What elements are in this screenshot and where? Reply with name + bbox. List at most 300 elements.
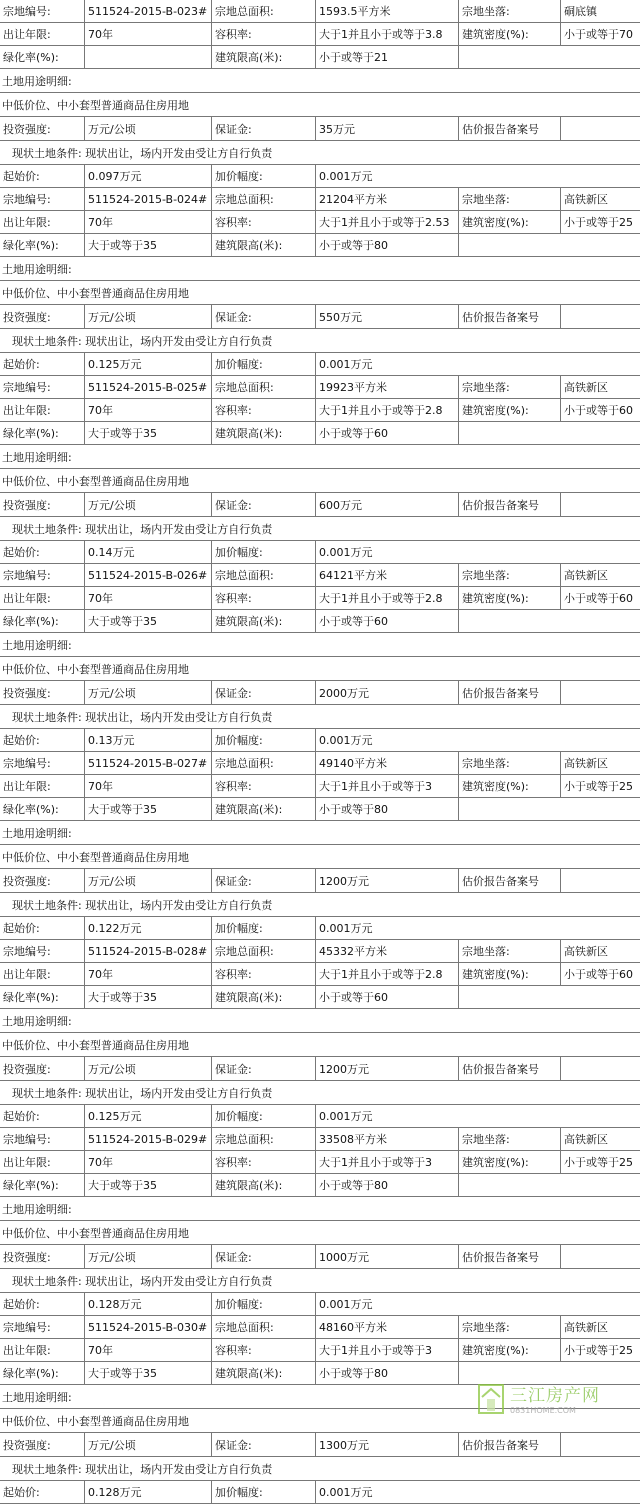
parcel-id: 511524-2015-B-029# (84, 1128, 211, 1150)
condition-row (0, 141, 640, 165)
label-increment: 加价幅度: (211, 729, 315, 751)
parcel-term: 70年 (84, 1151, 211, 1173)
condition-row (0, 1269, 640, 1293)
land-use-description: 中低价位、中小套型普通商品住房用地 (2, 1226, 189, 1240)
use-desc-row (0, 469, 640, 493)
parcel-plot-ratio: 大于1并且小于或等于2.8 (315, 963, 458, 985)
green-row (0, 798, 640, 821)
label-appraisal-no: 估价报告备案号 (458, 1433, 560, 1456)
green-row (0, 986, 640, 1009)
parcel-id: 511524-2015-B-027# (84, 752, 211, 774)
appraisal-no (560, 1433, 640, 1456)
parcel-green-rate: 大于或等于35 (84, 234, 211, 256)
parcel-id-row (0, 1128, 640, 1151)
label-total-area: 宗地总面积: (211, 376, 315, 398)
label-appraisal-no: 估价报告备案号 (458, 681, 560, 704)
parcel-density: 小于或等于60 (560, 399, 640, 421)
parcel-term: 70年 (84, 1339, 211, 1361)
label-green-rate: 绿化率(%): (3, 239, 59, 252)
label-building-density: 建筑密度(%): (458, 1151, 560, 1173)
parcel-start-price: 0.125万元 (84, 353, 211, 375)
label-increment: 加价幅度: (211, 1293, 315, 1315)
parcel-height-limit: 小于或等于60 (315, 610, 458, 632)
watermark-title: 三江房产网 (510, 1386, 600, 1406)
parcel-start-price: 0.097万元 (84, 165, 211, 187)
green-row (0, 234, 640, 257)
empty-cell (458, 1174, 640, 1196)
appraisal-no (560, 1057, 640, 1080)
label-green-rate: 绿化率(%): (3, 1367, 59, 1380)
label-total-area: 宗地总面积: (211, 1316, 315, 1338)
label-building-density: 建筑密度(%): (458, 775, 560, 797)
label-height-limit: 建筑限高(米): (211, 1174, 315, 1196)
label-parcel-no: 宗地编号: (3, 5, 51, 18)
parcel-id: 511524-2015-B-023# (84, 0, 211, 22)
parcel-plot-ratio: 大于1并且小于或等于2.8 (315, 399, 458, 421)
appraisal-no (560, 493, 640, 516)
empty-cell (458, 234, 640, 256)
green-row (0, 610, 640, 633)
label-deposit: 保证金: (211, 1057, 315, 1080)
label-parcel-no: 宗地编号: (3, 381, 51, 394)
condition-row (0, 1081, 640, 1105)
parcel-increment: 0.001万元 (315, 917, 640, 939)
parcel-location: 硐底镇 (560, 0, 640, 22)
empty-cell (458, 46, 640, 68)
parcel-plot-ratio: 大于1并且小于或等于3 (315, 1339, 458, 1361)
parcel-green-rate: 大于或等于35 (84, 422, 211, 444)
label-deposit: 保证金: (211, 1433, 315, 1456)
appraisal-no (560, 117, 640, 140)
label-land-use: 土地用途明细: (2, 450, 72, 464)
parcel-density: 小于或等于60 (560, 963, 640, 985)
condition-row (0, 893, 640, 917)
label-deposit: 保证金: (211, 1245, 315, 1268)
label-land-use: 土地用途明细: (2, 1202, 72, 1216)
parcel-area: 19923平方米 (315, 376, 458, 398)
label-total-area: 宗地总面积: (211, 564, 315, 586)
label-height-limit: 建筑限高(米): (211, 610, 315, 632)
term-row (0, 963, 640, 986)
parcel-plot-ratio: 大于1并且小于或等于3 (315, 775, 458, 797)
term-row (0, 587, 640, 610)
green-row (0, 46, 640, 69)
green-row (0, 1174, 640, 1197)
investment-row (0, 117, 640, 141)
label-location: 宗地坐落: (458, 1316, 560, 1338)
condition-row (0, 1457, 640, 1481)
appraisal-no (560, 681, 640, 704)
parcel-green-rate: 大于或等于35 (84, 1362, 211, 1384)
price-row (0, 729, 640, 752)
green-row (0, 1362, 640, 1385)
land-use-description: 中低价位、中小套型普通商品住房用地 (2, 98, 189, 112)
label-deposit: 保证金: (211, 305, 315, 328)
label-land-use: 土地用途明细: (2, 262, 72, 276)
parcel-id-row (0, 0, 640, 23)
parcel-start-price: 0.14万元 (84, 541, 211, 563)
land-use-row (0, 69, 640, 93)
price-row (0, 353, 640, 376)
label-plot-ratio: 容积率: (211, 211, 315, 233)
parcel-term: 70年 (84, 399, 211, 421)
price-row (0, 541, 640, 564)
label-term: 出让年限: (3, 404, 51, 417)
label-location: 宗地坐落: (458, 376, 560, 398)
parcel-plot-ratio: 大于1并且小于或等于3.8 (315, 23, 458, 45)
label-plot-ratio: 容积率: (211, 963, 315, 985)
label-parcel-no: 宗地编号: (3, 1321, 51, 1334)
parcel-increment: 0.001万元 (315, 541, 640, 563)
parcel-area: 45332平方米 (315, 940, 458, 962)
label-location: 宗地坐落: (458, 188, 560, 210)
land-condition: 现状土地条件: 现状出让，场内开发由受让方自行负责 (12, 146, 273, 160)
label-parcel-no: 宗地编号: (3, 569, 51, 582)
label-term: 出让年限: (3, 216, 51, 229)
green-row (0, 422, 640, 445)
investment-unit: 万元/公顷 (84, 493, 211, 516)
land-use-description: 中低价位、中小套型普通商品住房用地 (2, 662, 189, 676)
empty-cell (458, 1362, 640, 1384)
parcel-green-rate: 大于或等于35 (84, 986, 211, 1008)
label-term: 出让年限: (3, 1156, 51, 1169)
label-term: 出让年限: (3, 1344, 51, 1357)
label-appraisal-no: 估价报告备案号 (458, 305, 560, 328)
label-green-rate: 绿化率(%): (3, 51, 59, 64)
watermark-url: 0831HOME.COM (510, 1406, 576, 1415)
label-plot-ratio: 容积率: (211, 775, 315, 797)
price-row (0, 1293, 640, 1316)
label-land-use: 土地用途明细: (2, 1390, 72, 1404)
label-land-use: 土地用途明细: (2, 1014, 72, 1028)
label-parcel-no: 宗地编号: (3, 945, 51, 958)
label-parcel-no: 宗地编号: (3, 757, 51, 770)
empty-cell (458, 798, 640, 820)
parcel-term: 70年 (84, 211, 211, 233)
parcel-green-rate: 大于或等于35 (84, 1174, 211, 1196)
land-use-row (0, 1385, 640, 1409)
label-investment: 投资强度: (3, 1250, 51, 1264)
parcel-id: 511524-2015-B-024# (84, 188, 211, 210)
label-location: 宗地坐落: (458, 1128, 560, 1150)
use-desc-row (0, 1409, 640, 1433)
use-desc-row (0, 93, 640, 117)
land-use-row (0, 821, 640, 845)
label-investment: 投资强度: (3, 498, 51, 512)
land-condition: 现状土地条件: 现状出让，场内开发由受让方自行负责 (12, 334, 273, 348)
land-use-row (0, 1197, 640, 1221)
label-deposit: 保证金: (211, 493, 315, 516)
label-location: 宗地坐落: (458, 0, 560, 22)
term-row (0, 1339, 640, 1362)
label-green-rate: 绿化率(%): (3, 803, 59, 816)
label-building-density: 建筑密度(%): (458, 1339, 560, 1361)
parcel-plot-ratio: 大于1并且小于或等于3 (315, 1151, 458, 1173)
label-height-limit: 建筑限高(米): (211, 46, 315, 68)
parcel-density: 小于或等于25 (560, 211, 640, 233)
land-use-description: 中低价位、中小套型普通商品住房用地 (2, 850, 189, 864)
use-desc-row (0, 1221, 640, 1245)
term-row (0, 23, 640, 46)
parcel-density: 小于或等于25 (560, 1339, 640, 1361)
term-row (0, 399, 640, 422)
parcel-id: 511524-2015-B-025# (84, 376, 211, 398)
investment-row (0, 493, 640, 517)
parcel-deposit: 35万元 (315, 117, 458, 140)
label-green-rate: 绿化率(%): (3, 615, 59, 628)
label-land-use: 土地用途明细: (2, 74, 72, 88)
label-appraisal-no: 估价报告备案号 (458, 869, 560, 892)
investment-unit: 万元/公顷 (84, 305, 211, 328)
parcel-height-limit: 小于或等于60 (315, 422, 458, 444)
parcel-location: 高铁新区 (560, 564, 640, 586)
label-term: 出让年限: (3, 968, 51, 981)
label-height-limit: 建筑限高(米): (211, 986, 315, 1008)
land-use-description: 中低价位、中小套型普通商品住房用地 (2, 474, 189, 488)
investment-row (0, 681, 640, 705)
parcel-density: 小于或等于25 (560, 775, 640, 797)
investment-row (0, 1433, 640, 1457)
label-increment: 加价幅度: (211, 165, 315, 187)
land-use-description: 中低价位、中小套型普通商品住房用地 (2, 1038, 189, 1052)
label-building-density: 建筑密度(%): (458, 963, 560, 985)
parcel-id-row (0, 752, 640, 775)
investment-row (0, 1245, 640, 1269)
parcel-density: 小于或等于60 (560, 587, 640, 609)
land-condition: 现状土地条件: 现状出让，场内开发由受让方自行负责 (12, 1086, 273, 1100)
label-start-price: 起始价: (3, 546, 40, 559)
label-increment: 加价幅度: (211, 541, 315, 563)
label-start-price: 起始价: (3, 1110, 40, 1123)
investment-unit: 万元/公顷 (84, 681, 211, 704)
label-investment: 投资强度: (3, 1438, 51, 1452)
parcel-height-limit: 小于或等于80 (315, 1174, 458, 1196)
parcel-area: 48160平方米 (315, 1316, 458, 1338)
parcel-start-price: 0.122万元 (84, 917, 211, 939)
price-row (0, 917, 640, 940)
label-total-area: 宗地总面积: (211, 1128, 315, 1150)
label-total-area: 宗地总面积: (211, 940, 315, 962)
parcel-deposit: 1000万元 (315, 1245, 458, 1268)
parcel-increment: 0.001万元 (315, 165, 640, 187)
parcel-area: 1593.5平方米 (315, 0, 458, 22)
parcel-id-row (0, 188, 640, 211)
parcel-start-price: 0.13万元 (84, 729, 211, 751)
label-height-limit: 建筑限高(米): (211, 234, 315, 256)
label-green-rate: 绿化率(%): (3, 991, 59, 1004)
price-row (0, 1481, 640, 1504)
label-building-density: 建筑密度(%): (458, 23, 560, 45)
label-green-rate: 绿化率(%): (3, 1179, 59, 1192)
parcel-id: 511524-2015-B-030# (84, 1316, 211, 1338)
parcel-height-limit: 小于或等于21 (315, 46, 458, 68)
parcel-increment: 0.001万元 (315, 353, 640, 375)
parcel-deposit: 550万元 (315, 305, 458, 328)
parcel-start-price: 0.128万元 (84, 1293, 211, 1315)
condition-row (0, 517, 640, 541)
empty-cell (458, 422, 640, 444)
investment-row (0, 305, 640, 329)
land-use-row (0, 1009, 640, 1033)
label-building-density: 建筑密度(%): (458, 587, 560, 609)
label-total-area: 宗地总面积: (211, 752, 315, 774)
price-row (0, 1105, 640, 1128)
parcel-deposit: 1300万元 (315, 1433, 458, 1456)
parcel-term: 70年 (84, 963, 211, 985)
parcel-location: 高铁新区 (560, 376, 640, 398)
label-appraisal-no: 估价报告备案号 (458, 493, 560, 516)
label-parcel-no: 宗地编号: (3, 1133, 51, 1146)
parcel-area: 49140平方米 (315, 752, 458, 774)
label-increment: 加价幅度: (211, 353, 315, 375)
parcel-location: 高铁新区 (560, 752, 640, 774)
label-start-price: 起始价: (3, 734, 40, 747)
parcel-deposit: 1200万元 (315, 869, 458, 892)
parcel-plot-ratio: 大于1并且小于或等于2.8 (315, 587, 458, 609)
parcel-height-limit: 小于或等于80 (315, 234, 458, 256)
label-land-use: 土地用途明细: (2, 826, 72, 840)
parcel-area: 21204平方米 (315, 188, 458, 210)
label-plot-ratio: 容积率: (211, 587, 315, 609)
label-height-limit: 建筑限高(米): (211, 422, 315, 444)
parcel-increment: 0.001万元 (315, 1105, 640, 1127)
parcel-increment: 0.001万元 (315, 1481, 640, 1503)
label-investment: 投资强度: (3, 310, 51, 324)
label-height-limit: 建筑限高(米): (211, 1362, 315, 1384)
label-land-use: 土地用途明细: (2, 638, 72, 652)
parcel-height-limit: 小于或等于60 (315, 986, 458, 1008)
label-green-rate: 绿化率(%): (3, 427, 59, 440)
land-use-row (0, 257, 640, 281)
label-building-density: 建筑密度(%): (458, 211, 560, 233)
parcel-deposit: 1200万元 (315, 1057, 458, 1080)
label-investment: 投资强度: (3, 874, 51, 888)
label-increment: 加价幅度: (211, 1105, 315, 1127)
label-plot-ratio: 容积率: (211, 1339, 315, 1361)
investment-unit: 万元/公顷 (84, 1245, 211, 1268)
parcel-start-price: 0.128万元 (84, 1481, 211, 1503)
price-row (0, 165, 640, 188)
label-deposit: 保证金: (211, 681, 315, 704)
use-desc-row (0, 657, 640, 681)
appraisal-no (560, 305, 640, 328)
parcel-id-row (0, 376, 640, 399)
term-row (0, 211, 640, 234)
condition-row (0, 705, 640, 729)
label-building-density: 建筑密度(%): (458, 399, 560, 421)
label-height-limit: 建筑限高(米): (211, 798, 315, 820)
label-start-price: 起始价: (3, 922, 40, 935)
label-appraisal-no: 估价报告备案号 (458, 1057, 560, 1080)
parcel-green-rate: 大于或等于35 (84, 798, 211, 820)
label-investment: 投资强度: (3, 1062, 51, 1076)
label-increment: 加价幅度: (211, 917, 315, 939)
parcel-term: 70年 (84, 587, 211, 609)
label-location: 宗地坐落: (458, 752, 560, 774)
label-start-price: 起始价: (3, 358, 40, 371)
condition-row (0, 329, 640, 353)
parcel-area: 33508平方米 (315, 1128, 458, 1150)
parcel-id-row (0, 564, 640, 587)
parcel-term: 70年 (84, 775, 211, 797)
land-condition: 现状土地条件: 现状出让，场内开发由受让方自行负责 (12, 522, 273, 536)
label-investment: 投资强度: (3, 686, 51, 700)
label-plot-ratio: 容积率: (211, 399, 315, 421)
parcel-start-price: 0.125万元 (84, 1105, 211, 1127)
investment-unit: 万元/公顷 (84, 1057, 211, 1080)
investment-row (0, 1057, 640, 1081)
land-use-row (0, 445, 640, 469)
label-term: 出让年限: (3, 592, 51, 605)
parcel-location: 高铁新区 (560, 940, 640, 962)
label-investment: 投资强度: (3, 122, 51, 136)
parcel-term: 70年 (84, 23, 211, 45)
label-appraisal-no: 估价报告备案号 (458, 1245, 560, 1268)
land-use-description: 中低价位、中小套型普通商品住房用地 (2, 286, 189, 300)
label-location: 宗地坐落: (458, 564, 560, 586)
parcel-id: 511524-2015-B-026# (84, 564, 211, 586)
investment-unit: 万元/公顷 (84, 1433, 211, 1456)
parcel-deposit: 600万元 (315, 493, 458, 516)
land-condition: 现状土地条件: 现状出让，场内开发由受让方自行负责 (12, 1462, 273, 1476)
investment-row (0, 869, 640, 893)
land-condition: 现状土地条件: 现状出让，场内开发由受让方自行负责 (12, 1274, 273, 1288)
label-start-price: 起始价: (3, 1486, 40, 1499)
empty-cell (458, 986, 640, 1008)
land-use-row (0, 633, 640, 657)
label-start-price: 起始价: (3, 1298, 40, 1311)
label-total-area: 宗地总面积: (211, 0, 315, 22)
label-term: 出让年限: (3, 28, 51, 41)
investment-unit: 万元/公顷 (84, 869, 211, 892)
use-desc-row (0, 845, 640, 869)
parcel-increment: 0.001万元 (315, 1293, 640, 1315)
parcel-id-row (0, 1316, 640, 1339)
use-desc-row (0, 281, 640, 305)
parcel-green-rate (84, 46, 211, 68)
appraisal-no (560, 869, 640, 892)
term-row (0, 775, 640, 798)
land-use-description: 中低价位、中小套型普通商品住房用地 (2, 1414, 189, 1428)
parcel-green-rate: 大于或等于35 (84, 610, 211, 632)
land-condition: 现状土地条件: 现状出让，场内开发由受让方自行负责 (12, 710, 273, 724)
parcel-increment: 0.001万元 (315, 729, 640, 751)
parcel-density: 小于或等于25 (560, 1151, 640, 1173)
label-plot-ratio: 容积率: (211, 1151, 315, 1173)
empty-cell (458, 610, 640, 632)
parcel-deposit: 2000万元 (315, 681, 458, 704)
parcel-location: 高铁新区 (560, 188, 640, 210)
label-total-area: 宗地总面积: (211, 188, 315, 210)
parcel-height-limit: 小于或等于80 (315, 798, 458, 820)
label-deposit: 保证金: (211, 869, 315, 892)
label-start-price: 起始价: (3, 170, 40, 183)
appraisal-no (560, 1245, 640, 1268)
land-condition: 现状土地条件: 现状出让，场内开发由受让方自行负责 (12, 898, 273, 912)
parcel-area: 64121平方米 (315, 564, 458, 586)
label-plot-ratio: 容积率: (211, 23, 315, 45)
investment-unit: 万元/公顷 (84, 117, 211, 140)
parcel-location: 高铁新区 (560, 1128, 640, 1150)
parcel-plot-ratio: 大于1并且小于或等于2.53 (315, 211, 458, 233)
label-increment: 加价幅度: (211, 1481, 315, 1503)
parcel-id-row (0, 940, 640, 963)
label-location: 宗地坐落: (458, 940, 560, 962)
parcel-id: 511524-2015-B-028# (84, 940, 211, 962)
label-appraisal-no: 估价报告备案号 (458, 117, 560, 140)
term-row (0, 1151, 640, 1174)
label-deposit: 保证金: (211, 117, 315, 140)
